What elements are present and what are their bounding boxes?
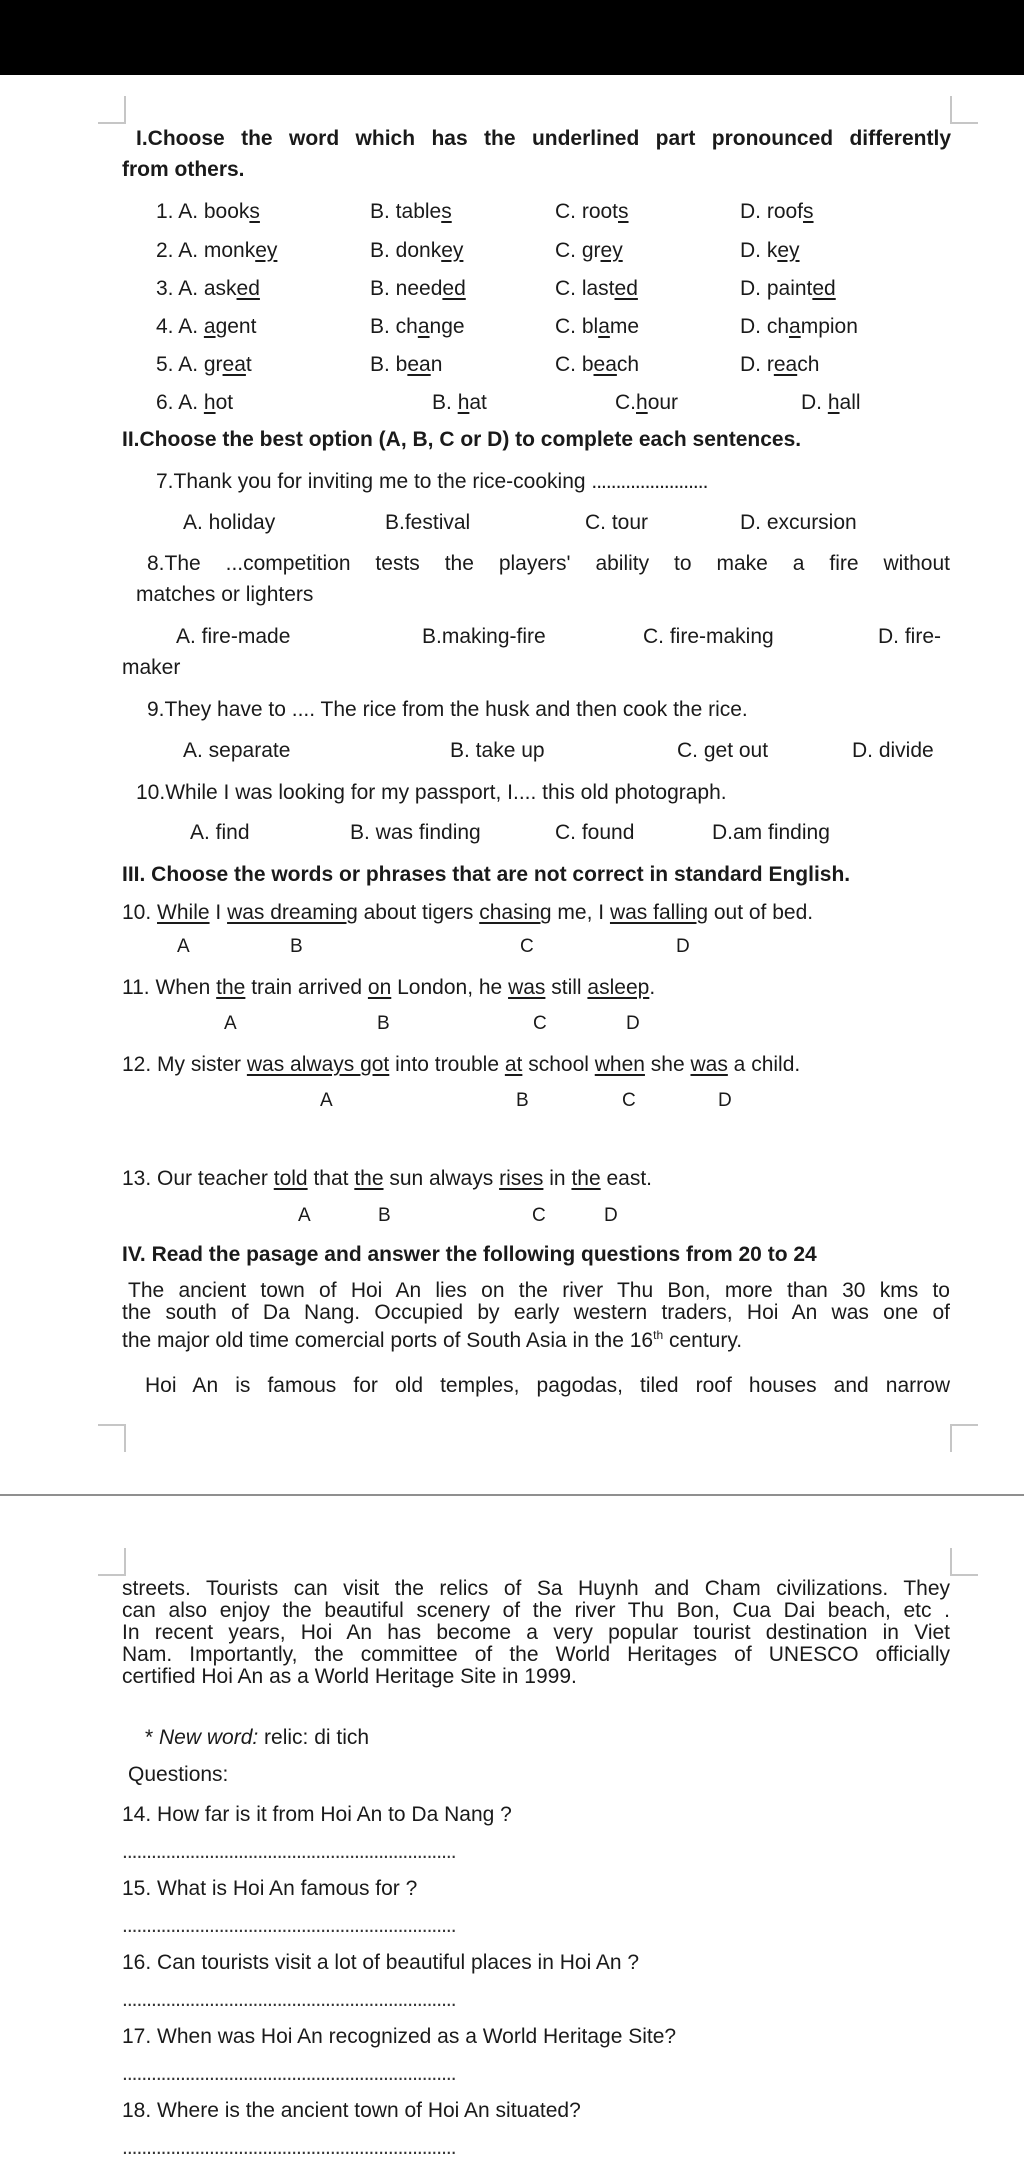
q6-option-d[interactable]: D. hall [801,391,861,414]
s12-letter-b: B [516,1090,529,1111]
passage-line-4: Hoi An is famous for old temples, pagodas, tiled roof houses and narrow [145,1374,950,1397]
q3-option-d[interactable]: D. painted [740,277,836,300]
answer-line-18[interactable]: ..................................................................... [122,2136,456,2159]
answer-line-15[interactable]: ..................................................................... [122,1914,456,1937]
question-14: 14. How far is it from Hoi An to Da Nang ? [122,1803,512,1826]
q2-option-b[interactable]: B. donkey [370,239,464,262]
q3-option-a[interactable]: 3. A. asked [156,277,260,300]
q4-option-c[interactable]: C. blame [555,315,640,338]
s13-letter-b: B [378,1205,391,1226]
q10-option-b[interactable]: B. was finding [350,821,481,844]
s12-letter-a: A [320,1090,333,1111]
corner-mark-top-right [950,96,978,124]
s10-letter-a: A [177,936,190,957]
q8-option-d-cont: maker [122,656,181,679]
q9-option-c[interactable]: C. get out [677,739,769,762]
answer-blank[interactable]: ........................ [591,470,708,493]
q5-option-c[interactable]: C. beach [555,353,640,376]
questions-label: Questions: [128,1763,229,1786]
s13-letter-c: C [532,1205,546,1226]
q5-option-d[interactable]: D. reach [740,353,820,376]
s11-letter-d: D [626,1013,640,1034]
q8-option-d[interactable]: D. fire- [878,625,941,648]
sentence-11: 11. When the train arrived on London, he was still asleep. [122,976,656,999]
q1-option-b[interactable]: B. tables [370,200,452,223]
top-black-bar [0,0,1024,75]
question-17: 17. When was Hoi An recognized as a World Heritage Site? [122,2025,677,2048]
passage-line-7: In recent years, Hoi An has become a very popular tourist destination in Viet [122,1621,950,1644]
q1-option-a[interactable]: 1. A. books [156,200,260,223]
q10-option-c[interactable]: C. found [555,821,635,844]
question-16: 16. Can tourists visit a lot of beautiful places in Hoi An ? [122,1951,640,1974]
s10-letter-b: B [290,936,303,957]
page-separator [0,1494,1024,1496]
corner-mark-top-right-p2 [950,1548,978,1576]
s10-letter-d: D [676,936,690,957]
s12-letter-c: C [622,1090,636,1111]
q7-option-d[interactable]: D. excursion [740,511,857,534]
corner-mark-top-left [98,96,126,124]
answer-line-16[interactable]: ..................................................................... [122,1988,456,2011]
passage-line-3: the major old time comercial ports of South Asia in the 16th century. [122,1328,743,1352]
corner-mark-top-left-p2 [98,1548,126,1576]
s12-letter-d: D [718,1090,732,1111]
answer-line-17[interactable]: ..................................................................... [122,2062,456,2085]
q1-option-d[interactable]: D. roofs [740,200,814,223]
corner-mark-bottom-right [950,1424,978,1452]
q9-option-d[interactable]: D. divide [852,739,934,762]
sentence-12: 12. My sister was always got into trouble at school when she was a child. [122,1053,801,1076]
section3-heading: III. Choose the words or phrases that are not correct in standard English. [122,863,851,886]
section2-heading: II.Choose the best option (A, B, C or D) to complete each sentences. [122,428,802,451]
section1-heading-cont: from others. [122,158,245,181]
s11-letter-a: A [224,1013,237,1034]
passage-line-2: the south of Da Nang. Occupied by early western traders, Hoi An was one of [122,1301,950,1324]
passage-line-6: can also enjoy the beautiful scenery of the river Thu Bon, Cua Dai beach, etc . [122,1599,950,1622]
q2-option-c[interactable]: C. grey [555,239,623,262]
q7-option-a[interactable]: A. holiday [183,511,276,534]
q7-option-c[interactable]: C. tour [585,511,649,534]
new-word-note: * New word: relic: di tich [145,1726,370,1749]
passage-line-8: Nam. Importantly, the committee of the World Heritages of UNESCO officially [122,1643,950,1666]
q8-option-c[interactable]: C. fire-making [643,625,774,648]
q10-option-a[interactable]: A. find [190,821,250,844]
section4-heading: IV. Read the pasage and answer the following questions from 20 to 24 [122,1243,817,1266]
q2-option-a[interactable]: 2. A. monkey [156,239,278,262]
question-15: 15. What is Hoi An famous for ? [122,1877,418,1900]
q6-option-b[interactable]: B. hat [432,391,487,414]
s10-letter-c: C [520,936,534,957]
answer-line-14[interactable]: ..................................................................... [122,1840,456,1863]
passage-line-1: The ancient town of Hoi An lies on the river Thu Bon, more than 30 kms to [128,1279,950,1302]
q4-option-b[interactable]: B. change [370,315,465,338]
q6-option-a[interactable]: 6. A. hot [156,391,234,414]
q4-option-a[interactable]: 4. A. agent [156,315,257,338]
section1-heading: I.Choose the word which has the underlined part pronounced differently [136,127,951,150]
question-7: 7.Thank you for inviting me to the rice-cooking ........................ [156,470,708,493]
q1-option-c[interactable]: C. roots [555,200,629,223]
s13-letter-d: D [604,1205,618,1226]
q10-option-d[interactable]: D.am finding [712,821,830,844]
q6-option-c[interactable]: C.hour [615,391,679,414]
q9-option-a[interactable]: A. separate [183,739,291,762]
q2-option-d[interactable]: D. key [740,239,800,262]
q3-option-c[interactable]: C. lasted [555,277,638,300]
q9-option-b[interactable]: B. take up [450,739,545,762]
s13-letter-a: A [298,1205,311,1226]
sentence-13: 13. Our teacher told that the sun always rises in the east. [122,1167,653,1190]
s11-letter-c: C [533,1013,547,1034]
question-9: 9.They have to .... The rice from the husk and then cook the rice. [147,698,748,721]
question-8-cont: matches or lighters [136,583,314,606]
q8-option-a[interactable]: A. fire-made [176,625,291,648]
question-18: 18. Where is the ancient town of Hoi An situated? [122,2099,581,2122]
passage-line-5: streets. Tourists can visit the relics of Sa Huynh and Cham civilizations. They [122,1577,950,1600]
q5-option-a[interactable]: 5. A. great [156,353,252,376]
question-10: 10.While I was looking for my passport, I.... this old photograph. [136,781,727,804]
question-8: 8.The ...competition tests the players' ability to make a fire without [147,552,950,575]
q4-option-d[interactable]: D. champion [740,315,858,338]
q3-option-b[interactable]: B. needed [370,277,466,300]
s11-letter-b: B [377,1013,390,1034]
sentence-10: 10. While I was dreaming about tigers chasing me, I was falling out of bed. [122,901,814,924]
passage-line-9: certified Hoi An as a World Heritage Site in 1999. [122,1665,577,1688]
q8-option-b[interactable]: B.making-fire [422,625,546,648]
q7-option-b[interactable]: B.festival [385,511,471,534]
q5-option-b[interactable]: B. bean [370,353,443,376]
corner-mark-bottom-left [98,1424,126,1452]
